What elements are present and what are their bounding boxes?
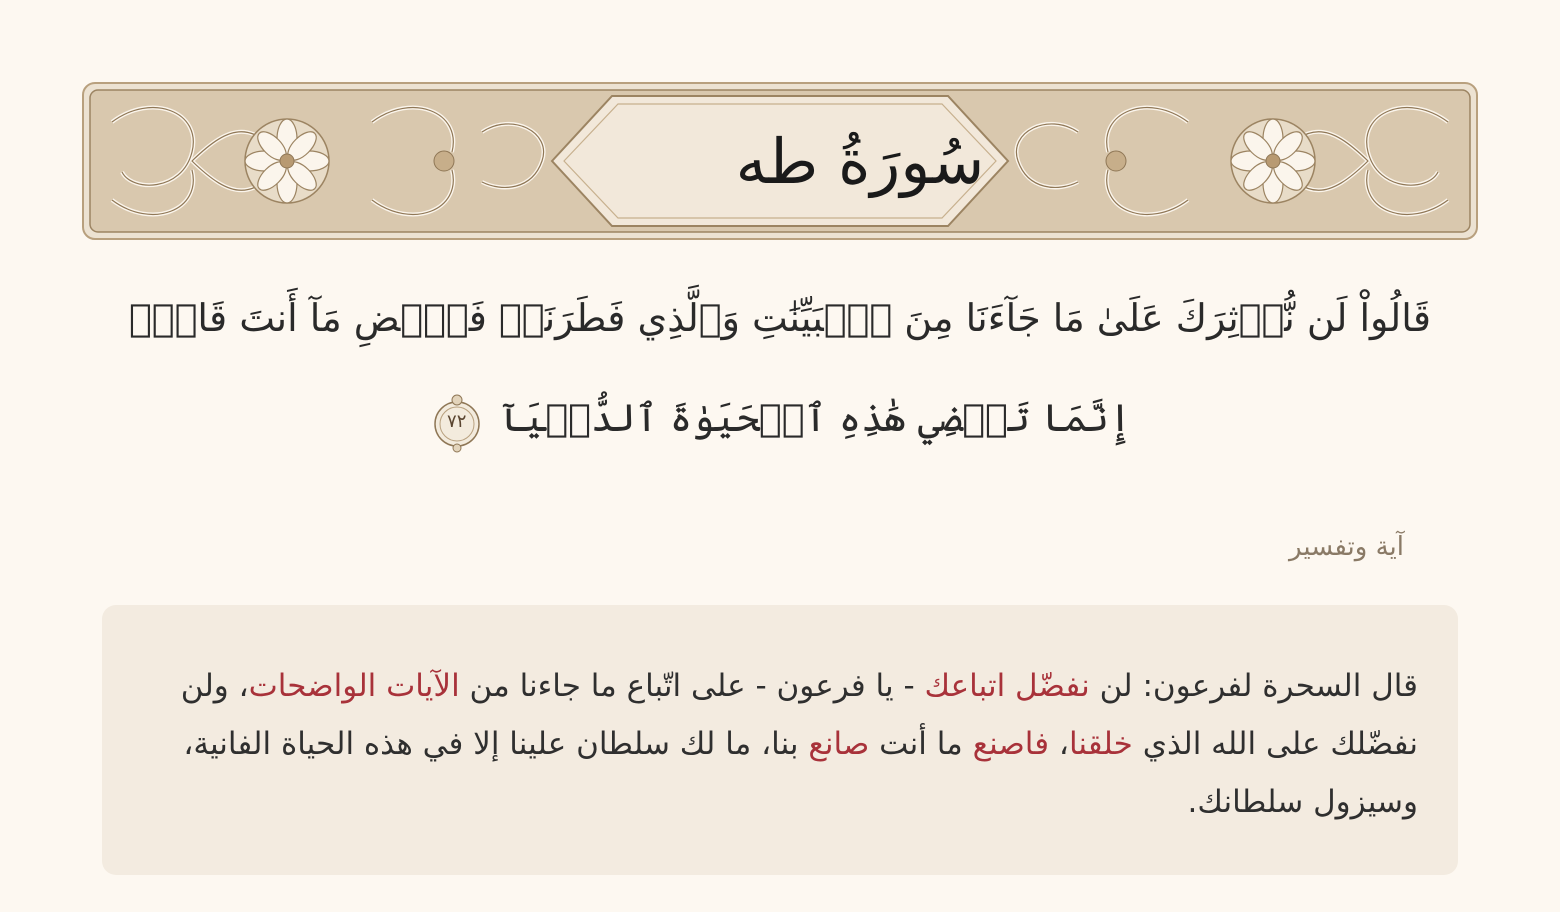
ayah-number-marker bbox=[429, 390, 485, 454]
surah-title: سُورَةُ طه bbox=[735, 124, 985, 198]
tafsir-card bbox=[102, 605, 1458, 875]
tafsir-highlight: نفضّل اتباعك bbox=[924, 668, 1090, 704]
verse-line-1-text: قَالُواْ لَن نُّؤۡثِرَكَ عَلَىٰ مَا جَآءَنَا مِنَ ٱلۡبَيِّنَٰتِ وَٱلَّذِي فَطَرَنَاۖ فَٱقۡضِ مَآ أَنتَ قَاضٍۖ bbox=[128, 296, 1432, 340]
tafsir-segment: ما أنت bbox=[869, 726, 973, 762]
tafsir-segment: - يا فرعون - على اتّباع ما جاءنا من bbox=[459, 668, 925, 704]
tafsir-text bbox=[168, 657, 1418, 831]
verse-line-2 bbox=[110, 368, 1450, 468]
verse-line-1 bbox=[110, 268, 1450, 368]
ayah-number: ٧٢ bbox=[447, 410, 467, 432]
tafsir-segment: ، ولن نفضّلك على الله الذي bbox=[180, 668, 1418, 762]
tafsir-highlight: خلقنا bbox=[1068, 726, 1133, 762]
verse-line-2-text: إِنَّمَا تَقۡضِي هَٰذِهِ ٱلۡحَيَوٰةَ ٱلدُّنۡيَآ bbox=[500, 396, 1132, 440]
section-label: آية وتفسير bbox=[1289, 532, 1404, 562]
tafsir-segment: ، bbox=[1049, 726, 1069, 762]
tafsir-highlight: فاصنع bbox=[972, 726, 1050, 762]
surah-banner bbox=[82, 82, 1478, 240]
tafsir-segment: قال السحرة لفرعون: لن bbox=[1089, 668, 1418, 704]
flower-left bbox=[245, 119, 329, 203]
tafsir-segment: بنا، ما لك سلطان علينا إلا في هذه الحياة الفانية، وسيزول سلطانك. bbox=[183, 726, 1418, 820]
tafsir-highlight: الآيات الواضحات bbox=[248, 668, 460, 704]
tafsir-highlight: صانع bbox=[808, 726, 870, 762]
verse-text bbox=[110, 268, 1450, 468]
